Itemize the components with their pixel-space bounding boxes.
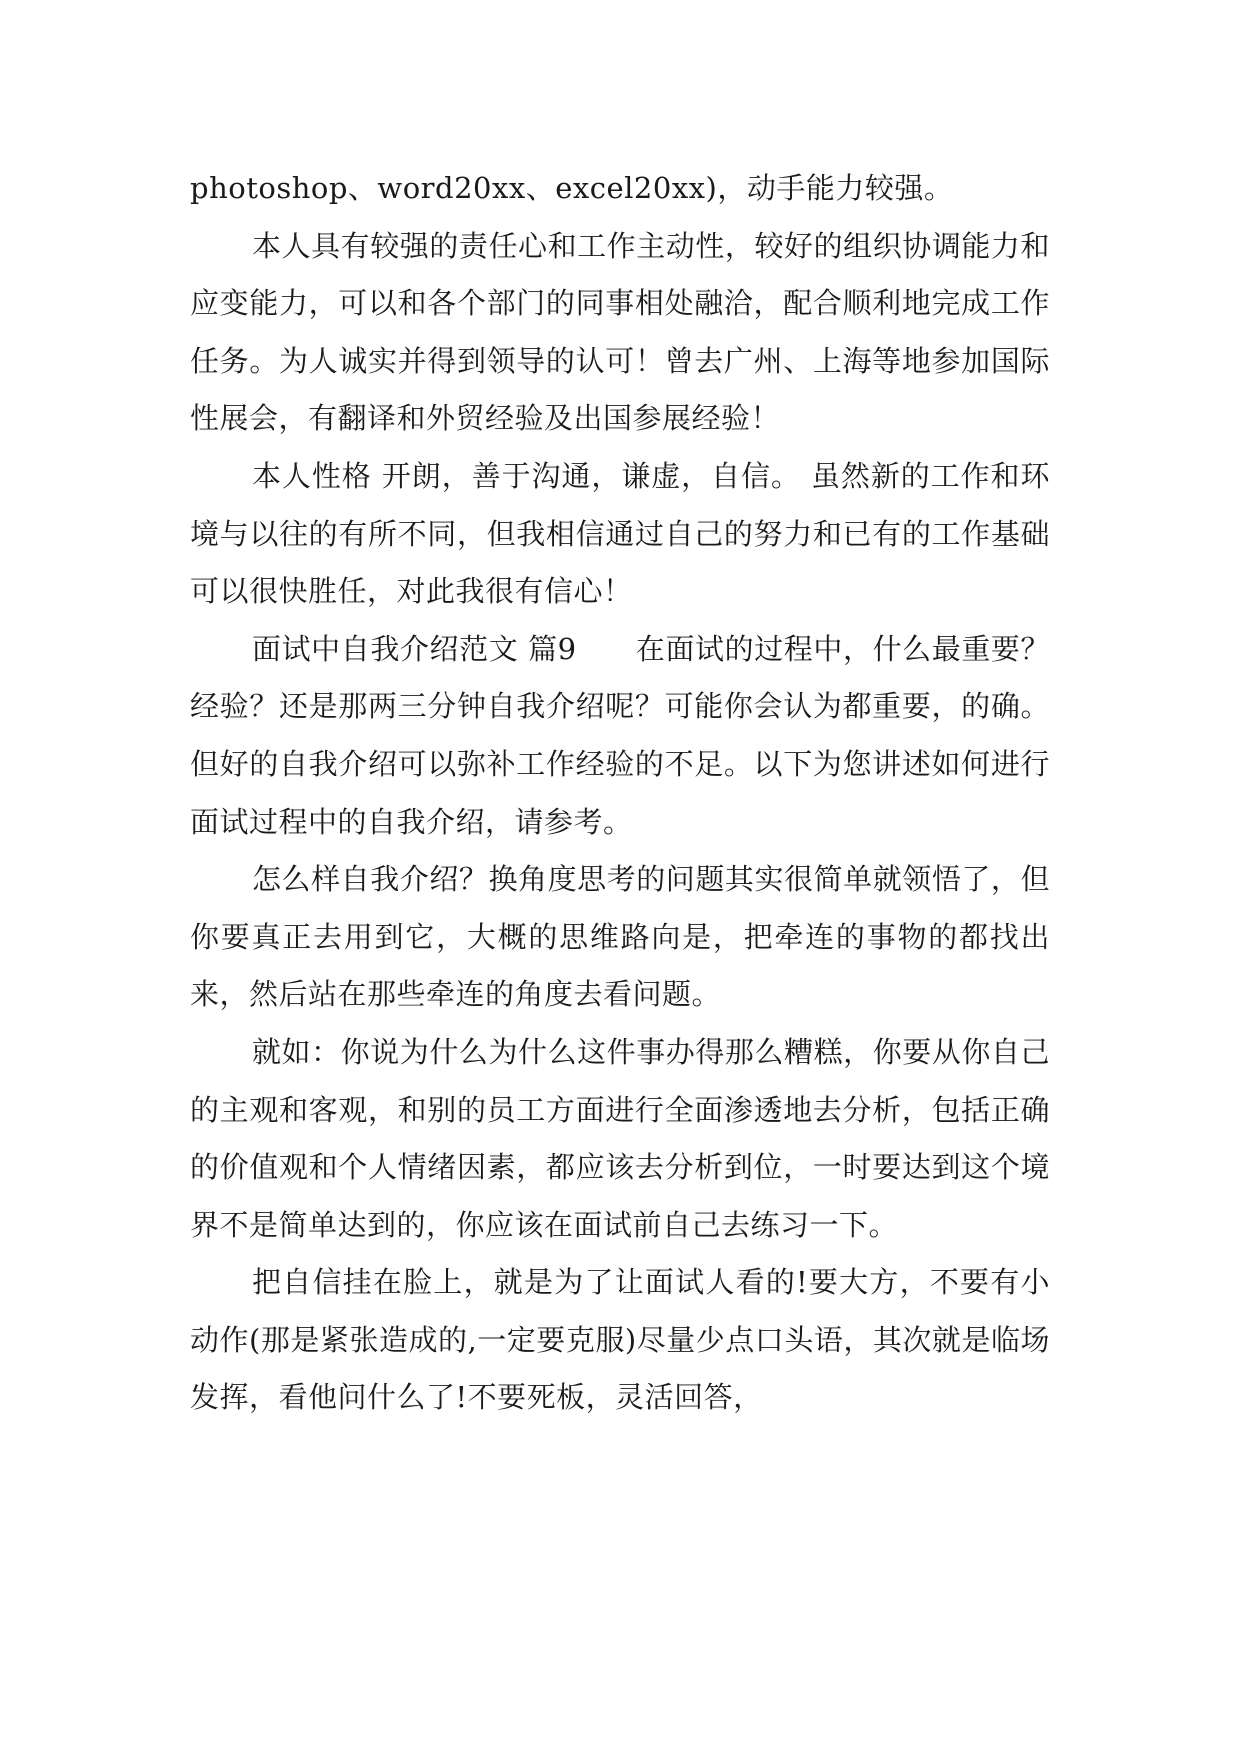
paragraph-sample-9: 面试中自我介绍范文 篇9 在面试的过程中，什么最重要？经验？还是那两三分钟自我介绍呢？可能你会认为都重要，的确。但好的自我介绍可以弥补工作经验的不足。以下为您讲述如何进行面试过程中的自我介绍，请参考。 bbox=[190, 631, 1050, 839]
paragraph-confidence: 把自信挂在脸上，就是为了让面试人看的!要大方，不要有小动作(那是紧张造成的,一定要克服)尽量少点口头语，其次就是临场发挥，看他问什么了!不要死板，灵活回答， bbox=[190, 1265, 1050, 1415]
paragraph-personality: 本人性格 开朗，善于沟通，谦虚，自信。 虽然新的工作和环境与以往的有所不同，但我相信通过自己的努力和已有的工作基础可以很快胜任，对此我很有信心！ bbox=[190, 458, 1050, 609]
paragraph-tools: photoshop、word20xx、excel20xx)，动手能力较强。 bbox=[190, 171, 954, 205]
paragraph-responsibility: 本人具有较强的责任心和工作主动性，较好的组织协调能力和应变能力，可以和各个部门的同事相处融洽，配合顺利地完成工作任务。为人诚实并得到领导的认可！曾去广州、上海等地参加国际性展会，有翻译和外贸经验及出国参展经验！ bbox=[190, 228, 1050, 436]
document-body bbox=[190, 160, 1050, 1427]
paragraph-example: 就如：你说为什么为什么这件事办得那么糟糕，你要从你自己的主观和客观，和别的员工方面进行全面渗透地去分析，包括正确的价值观和个人情绪因素，都应该去分析到位，一时要达到这个境界不是简单达到的，你应该在面试前自己去练习一下。 bbox=[190, 1034, 1050, 1242]
paragraph-how-to-introduce: 怎么样自我介绍？换角度思考的问题其实很简单就领悟了，但你要真正去用到它，大概的思维路向是，把牵连的事物的都找出来，然后站在那些牵连的角度去看问题。 bbox=[190, 862, 1050, 1012]
